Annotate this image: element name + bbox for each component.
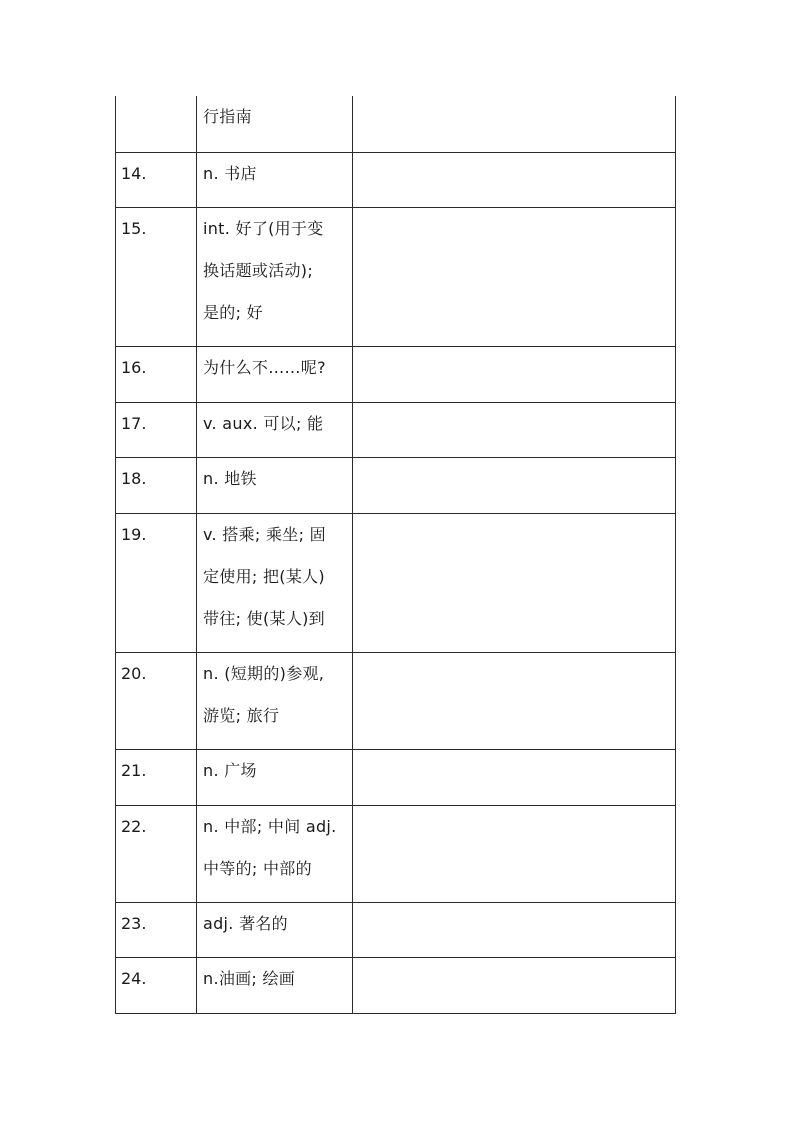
- answer-cell[interactable]: [353, 749, 676, 805]
- answer-cell[interactable]: [353, 805, 676, 902]
- item-number-cell: [116, 207, 197, 346]
- definition-text: n. (短期的)参观, 游览; 旅行: [203, 663, 325, 725]
- definition-cell: [197, 652, 353, 749]
- item-number-cell: [116, 749, 197, 805]
- table-row: [116, 805, 676, 902]
- item-number: 22.: [121, 816, 147, 836]
- answer-cell[interactable]: [353, 957, 676, 1013]
- item-number-cell: [116, 957, 197, 1013]
- table-row: [116, 513, 676, 652]
- answer-cell[interactable]: [353, 513, 676, 652]
- definition-text: n. 书店: [203, 163, 257, 183]
- item-number-cell: [116, 402, 197, 457]
- definition-text: adj. 著名的: [203, 913, 288, 933]
- definition-cell: [197, 749, 353, 805]
- item-number: 18.: [121, 468, 147, 488]
- definition-text: n. 地铁: [203, 468, 257, 488]
- definition-cell: [197, 805, 353, 902]
- table-row: [116, 152, 676, 207]
- definition-cell: [197, 152, 353, 207]
- table-row: [116, 207, 676, 346]
- answer-cell[interactable]: [353, 457, 676, 513]
- table-row: [116, 96, 676, 152]
- item-number: 23.: [121, 913, 147, 933]
- table-row: [116, 402, 676, 457]
- item-number: 14.: [121, 163, 147, 183]
- table-row: [116, 749, 676, 805]
- item-number-cell: [116, 457, 197, 513]
- definition-cell: [197, 513, 353, 652]
- definition-text: n. 广场: [203, 760, 257, 780]
- definition-cell: [197, 346, 353, 402]
- answer-cell[interactable]: [353, 902, 676, 957]
- table-row: [116, 957, 676, 1013]
- item-number: 17.: [121, 413, 147, 433]
- table-row: [116, 652, 676, 749]
- item-number-cell: [116, 902, 197, 957]
- item-number: 21.: [121, 760, 147, 780]
- definition-text: n.油画; 绘画: [203, 968, 296, 988]
- definition-cell: [197, 457, 353, 513]
- answer-cell[interactable]: [353, 402, 676, 457]
- answer-cell[interactable]: [353, 346, 676, 402]
- definition-cell: [197, 902, 353, 957]
- definition-cell: [197, 96, 353, 152]
- table-row: [116, 457, 676, 513]
- item-number: 20.: [121, 663, 147, 683]
- item-number-cell: [116, 652, 197, 749]
- item-number: 19.: [121, 524, 147, 544]
- definition-cell: [197, 207, 353, 346]
- definition-cell: [197, 957, 353, 1013]
- item-number-cell: [116, 805, 197, 902]
- item-number: 24.: [121, 968, 147, 988]
- table-row: [116, 902, 676, 957]
- item-number-cell: [116, 346, 197, 402]
- definition-text: v. aux. 可以; 能: [203, 413, 324, 433]
- item-number-cell: [116, 152, 197, 207]
- definition-text: v. 搭乘; 乘坐; 固 定使用; 把(某人) 带往; 使(某人)到: [203, 524, 326, 628]
- item-number: 16.: [121, 357, 147, 377]
- answer-cell[interactable]: [353, 96, 676, 152]
- item-number-cell: [116, 96, 197, 152]
- table-row: [116, 346, 676, 402]
- definition-text: 为什么不……呢?: [203, 357, 326, 377]
- item-number: 15.: [121, 218, 147, 238]
- definition-text: 行指南: [203, 107, 252, 126]
- answer-cell[interactable]: [353, 152, 676, 207]
- item-number-cell: [116, 513, 197, 652]
- answer-cell[interactable]: [353, 207, 676, 346]
- definition-text: n. 中部; 中间 adj. 中等的; 中部的: [203, 816, 337, 878]
- definition-cell: [197, 402, 353, 457]
- answer-cell[interactable]: [353, 652, 676, 749]
- definition-text: int. 好了(用于变 换话题或活动); 是的; 好: [203, 218, 324, 322]
- vocabulary-table: [115, 96, 676, 1014]
